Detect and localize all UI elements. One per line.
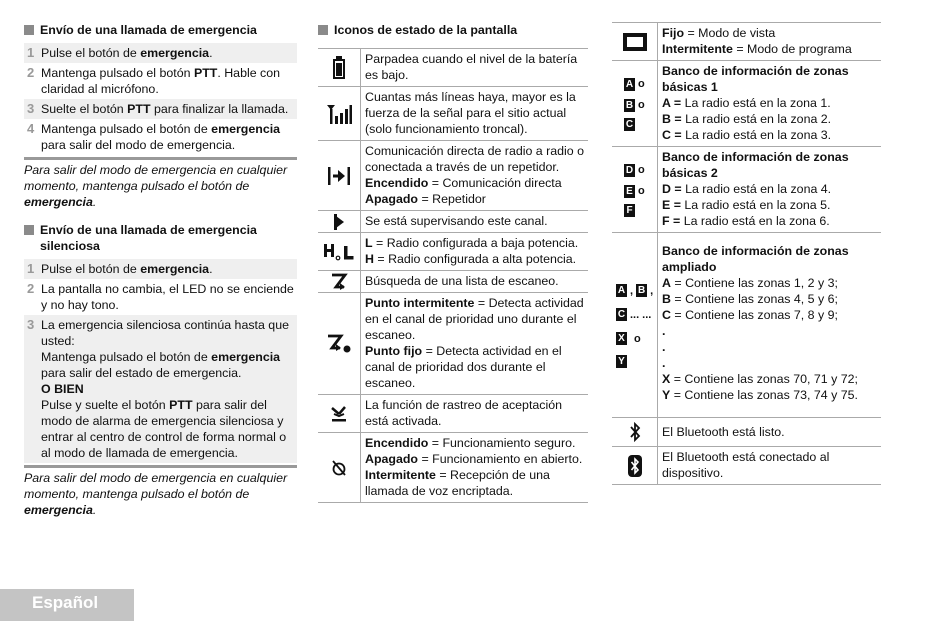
- table-row: Cuantas más líneas haya, mayor es la fuerza de la señal para el sitio actual (solo funcionamiento troncal).: [318, 87, 588, 141]
- table-row: El Bluetooth está listo.: [612, 418, 881, 447]
- priority-scan-icon: [318, 293, 361, 395]
- table-row: El Bluetooth está conectado al dispositivo.: [612, 447, 881, 485]
- section-heading: Envío de una llamada de emergencia: [24, 22, 297, 38]
- zone-icons-table: [612, 22, 881, 485]
- note: Para salir del modo de emergencia en cualquier momento, mantenga pulsado el botón de emergencia.: [24, 157, 297, 210]
- step-4: 4 Mantenga pulsado el botón de emergencia para salir del modo de emergencia.: [24, 119, 297, 155]
- section-heading: Envío de una llamada de emergencia silenciosa: [24, 222, 297, 254]
- bluetooth-icon: [612, 418, 658, 447]
- language-tab: Español: [0, 589, 134, 621]
- signal-icon: [318, 87, 361, 141]
- monitor-icon: [318, 211, 361, 233]
- step-text: Mantenga pulsado el botón PTT. Hable con claridad al micrófono.: [41, 66, 281, 96]
- table-row: Se está supervisando este canal.: [318, 211, 588, 233]
- status-icons-column: [318, 22, 588, 503]
- step-text: Pulse el botón de emergencia.: [41, 46, 213, 60]
- zone-extended-icon: A , B , C ... ... X o Y: [612, 233, 658, 418]
- step-text: Pulse el botón de emergencia.: [41, 262, 213, 276]
- section-heading: Iconos de estado de la pantalla: [318, 22, 588, 38]
- step-1: 1 Pulse el botón de emergencia.: [24, 259, 297, 279]
- table-row: Comunicación directa de radio a radio o conectada a través de un repetidor. Encendido = Comunicación directa Apagado = Repetidor: [318, 141, 588, 211]
- scan-icon: [318, 271, 361, 293]
- emergency-column: [24, 22, 297, 518]
- talkaround-icon: [318, 141, 361, 211]
- zone-bank-2-icon: D o E o F: [612, 147, 658, 233]
- zone-icons-column: [612, 22, 881, 485]
- status-icons-table: [318, 48, 588, 503]
- step-text: Suelte el botón PTT para finalizar la llamada.: [41, 102, 289, 116]
- square-bullet-icon: [24, 25, 34, 35]
- battery-icon: [318, 49, 361, 87]
- secure-icon: [318, 433, 361, 503]
- bluetooth-connected-icon: [612, 447, 658, 485]
- table-row: Encendido = Funcionamiento seguro. Apagado = Funcionamiento en abierto. Intermitente = Recepción de una llamada de voz encriptada.: [318, 433, 588, 503]
- talkback-scan-icon: [318, 395, 361, 433]
- table-row: Búsqueda de una lista de escaneo.: [318, 271, 588, 293]
- step-1: 1 Pulse el botón de emergencia.: [24, 43, 297, 63]
- step-2: 2 La pantalla no cambia, el LED no se enciende y no hay tono.: [27, 281, 294, 312]
- table-row: La función de rastreo de aceptación está activada.: [318, 395, 588, 433]
- square-bullet-icon: [318, 25, 328, 35]
- power-level-icon: [318, 233, 361, 271]
- table-row: A o B o C Banco de información de zonas básicas 1 A = La radio está en la zona 1. B = La radio está en la zona 2. C = La radio está en la zona 3.: [612, 61, 881, 147]
- table-row: D o E o F Banco de información de zonas básicas 2 D = La radio está en la zona 4. E = La radio está en la zona 5. F = La radio está en la zona 6.: [612, 147, 881, 233]
- step-2: 2 Mantenga pulsado el botón PTT. Hable con claridad al micrófono.: [24, 63, 297, 99]
- square-bullet-icon: [24, 225, 34, 235]
- zone-bank-1-icon: A o B o C: [612, 61, 658, 147]
- table-row: Punto intermitente = Detecta actividad en el canal de prioridad uno durante el escaneo. Punto fijo = Detecta actividad en el canal de prioridad dos durante el escaneo.: [318, 293, 588, 395]
- table-row: Parpadea cuando el nivel de la batería es bajo.: [318, 49, 588, 87]
- step-text: La emergencia silenciosa continúa hasta que usted: Mantenga pulsado el botón de emergencia para salir del estado de emergencia. O BIEN Pulse y suelte el botón PTT para salir del modo de alarma de emergencia silenciosa y entrar al centro de control de forma normal o al modo de llamada de emergencia.: [41, 318, 289, 460]
- table-row: L = Radio configurada a baja potencia. H = Radio configurada a alta potencia.: [318, 233, 588, 271]
- view-mode-icon: [612, 23, 658, 61]
- step-3: 3 Suelte el botón PTT para finalizar la llamada.: [24, 99, 297, 119]
- table-row: A , B , C ... ... X o Y Banco de información de zonas ampliado A = Contiene las zonas 1, 2 y 3; B = Contiene las zonas 4, 5 y 6; C = Contiene las zonas 7, 8 y 9; . . . X = Contiene las zonas 70, 71 y 72; Y = Contiene las zonas 73, 74 y 75.: [612, 233, 881, 418]
- step-text: Mantenga pulsado el botón de emergencia para salir del modo de emergencia.: [41, 122, 281, 152]
- note: Para salir del modo de emergencia en cualquier momento, mantenga pulsado el botón de emergencia.: [24, 465, 297, 518]
- table-row: Fijo = Modo de vista Intermitente = Modo de programa: [612, 23, 881, 61]
- step-3: 3 La emergencia silenciosa continúa hasta que usted: Mantenga pulsado el botón de emergencia para salir del estado de emergencia. O BIEN Pulse y suelte el botón PTT para salir del modo de alarma de emergencia silenciosa y entrar al centro de control de forma normal o al modo de llamada de emergencia.: [24, 315, 297, 463]
